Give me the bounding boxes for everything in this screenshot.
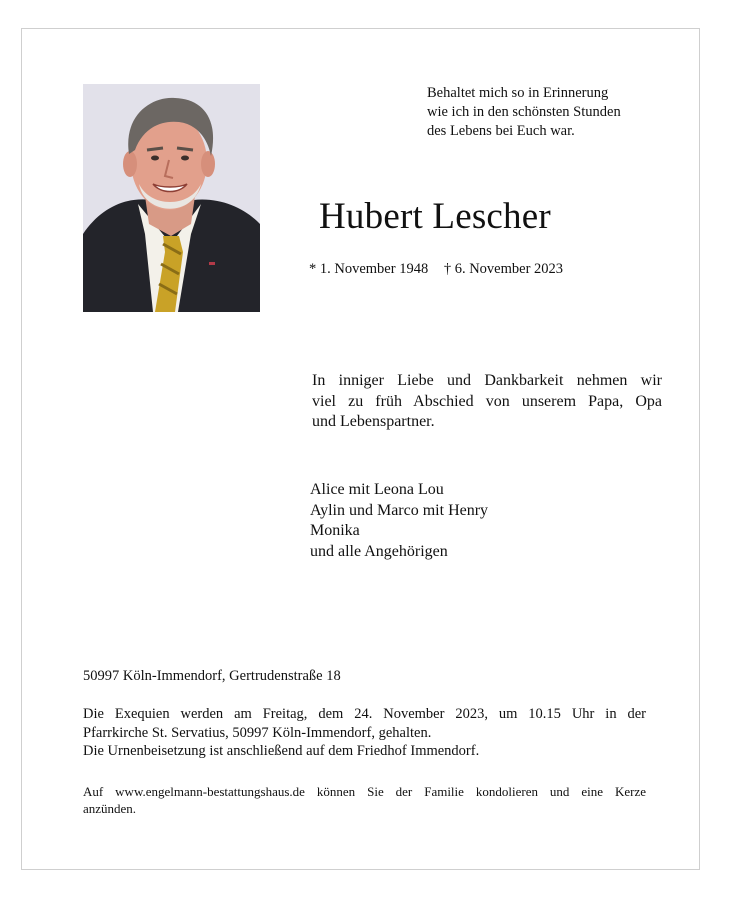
service-line: Die Urnenbeisetzung ist anschließend auf dem Friedhof Immendorf. [83,743,480,759]
service-line: Die Exequien werden am Freitag, dem 24. November 2023, um 10.15 Uhr in der [83,706,646,722]
statement-line: viel zu früh Abschied von unserem Papa, Opa [312,392,662,410]
farewell-statement [312,371,662,433]
service-details [83,705,646,761]
condolence-note [83,783,646,817]
mourners-list [310,480,488,562]
motto-line: Behaltet mich so in Erinnerung [427,85,609,101]
statement-line: In inniger Liebe und Dankbarkeit nehmen wir [312,372,662,389]
memorial-motto [427,84,687,141]
life-dates [309,260,563,278]
mourner-entry: Alice mit Leona Lou [310,481,444,498]
mourner-entry: Monika [310,522,360,539]
death-date: † 6. November 2023 [443,261,564,277]
family-address: 50997 Köln-Immendorf, Gertrudenstraße 18 [83,668,341,684]
deceased-name: Hubert Lescher [319,196,551,237]
birth-date: * 1. November 1948 [309,261,429,277]
portrait-image [83,84,260,312]
statement-line: und Lebenspartner. [312,413,435,430]
condolence-line: Auf www.engelmann-bestattungshaus.de können Sie der Familie kondolieren und eine Kerze [83,784,646,799]
obituary-card [21,28,700,870]
mourner-entry: und alle Angehörigen [310,542,448,560]
motto-line: des Lebens bei Euch war. [427,123,575,139]
motto-line: wie ich in den schönsten Stunden [427,104,621,120]
condolence-line: anzünden. [83,801,137,816]
portrait-photo [83,84,260,312]
service-line: Pfarrkirche St. Servatius, 50997 Köln-Immendorf, gehalten. [83,724,432,741]
mourner-entry: Aylin und Marco mit Henry [310,501,489,519]
